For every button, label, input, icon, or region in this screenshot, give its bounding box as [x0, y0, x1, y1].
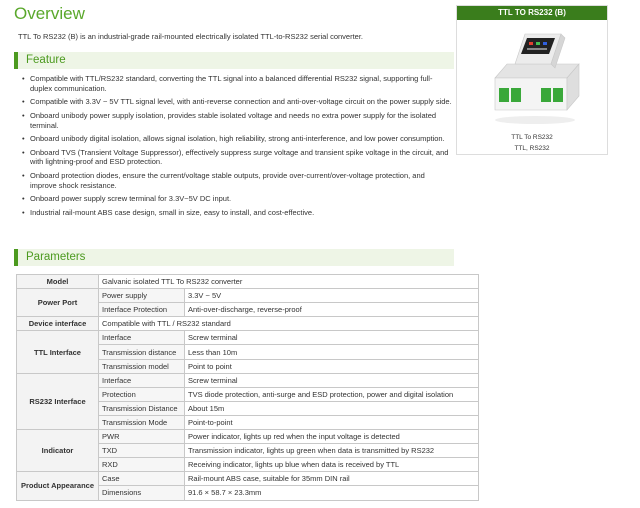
table-row	[17, 317, 479, 331]
param-cell: Power supply	[99, 289, 185, 303]
value-cell: Receiving indicator, lights up blue when data is received by TTL	[185, 458, 479, 472]
param-cell: Case	[99, 472, 185, 486]
value-cell: Rail-mount ABS case, suitable for 35mm DIN rail	[185, 472, 479, 486]
param-cell: TXD	[99, 444, 185, 458]
feature-item: • Onboard unibody power supply isolation, provides stable isolated voltage and needs no extra power supply for the isolated terminal.	[30, 111, 452, 131]
parameters-table	[16, 274, 479, 501]
feature-item: • Compatible with 3.3V ~ 5V TTL signal level, with anti-reverse connection and anti-over-voltage circuit on the power supply side.	[30, 97, 452, 107]
param-cell: Protection	[99, 387, 185, 401]
param-cell: Interface Protection	[99, 303, 185, 317]
value-cell: Less than 10m	[185, 345, 479, 359]
table-row	[17, 373, 479, 387]
group-cell: RS232 Interface	[17, 373, 99, 429]
group-cell: Device interface	[17, 317, 99, 331]
value-cell: About 15m	[185, 401, 479, 415]
intro-text: TTL To RS232 (B) is an industrial-grade rail-mounted electrically isolated TTL-to-RS232 serial converter.	[18, 32, 364, 41]
product-caption: TTL To RS232	[511, 134, 553, 141]
table-row	[17, 275, 479, 289]
product-card-header: TTL TO RS232 (B)	[457, 6, 607, 20]
value-cell: Point to point	[185, 359, 479, 373]
param-cell: Transmission model	[99, 359, 185, 373]
feature-section-header	[14, 52, 454, 69]
param-cell: PWR	[99, 430, 185, 444]
value-cell: Compatible with TTL / RS232 standard	[99, 317, 479, 331]
feature-item: • Onboard unibody digital isolation, allows signal isolation, high reliability, strong anti-interference, and low power consumption.	[30, 134, 452, 144]
product-image	[481, 24, 585, 128]
value-cell: Galvanic isolated TTL To RS232 converter	[99, 275, 479, 289]
param-cell: Interface	[99, 331, 185, 345]
value-cell: 3.3V ~ 5V	[185, 289, 479, 303]
value-cell: Transmission indicator, lights up green when data is transmitted by RS232	[185, 444, 479, 458]
feature-item: • Onboard TVS (Transient Voltage Suppressor), effectively suppress surge voltage and transient spike voltage in the circuit, and with lightning-proof and ESD protection.	[30, 148, 452, 168]
value-cell: Anti-over-discharge, reverse-proof	[185, 303, 479, 317]
param-cell: Dimensions	[99, 486, 185, 500]
feature-item: • Onboard protection diodes, ensure the current/voltage stable outputs, provide over-current/over-voltage protection, and improve shock resistance.	[30, 171, 452, 191]
table-row	[17, 331, 479, 345]
value-cell: TVS diode protection, anti-surge and ESD protection, power and digital isolation	[185, 387, 479, 401]
param-cell: Interface	[99, 373, 185, 387]
feature-item: • Onboard power supply screw terminal for 3.3V~5V DC input.	[30, 194, 452, 204]
product-card[interactable]	[456, 5, 608, 155]
value-cell: Power indicator, lights up red when the input voltage is detected	[185, 430, 479, 444]
group-cell: Indicator	[17, 430, 99, 472]
table-row	[17, 289, 479, 303]
parameters-section-header	[14, 249, 454, 266]
feature-item: • Compatible with TTL/RS232 standard, converting the TTL signal into a balanced differential RS232 signal, supporting full-duplex communication.	[30, 74, 452, 94]
param-cell: Transmission Mode	[99, 415, 185, 429]
value-cell: Point-to-point	[185, 415, 479, 429]
feature-list	[30, 74, 452, 221]
parameters-title: Parameters	[26, 251, 86, 263]
product-tags: TTL, RS232	[514, 145, 550, 152]
table-row	[17, 430, 479, 444]
group-cell: Power Port	[17, 289, 99, 317]
group-cell: Product Appearance	[17, 472, 99, 500]
param-cell: Transmission distance	[99, 345, 185, 359]
feature-item: • Industrial rail-mount ABS case design, small in size, easy to install, and cost-effective.	[30, 208, 452, 218]
overview-title: Overview	[14, 4, 85, 23]
value-cell: Screw terminal	[185, 373, 479, 387]
group-cell: Model	[17, 275, 99, 289]
value-cell: Screw terminal	[185, 331, 479, 345]
value-cell: 91.6 × 58.7 × 23.3mm	[185, 486, 479, 500]
param-cell: RXD	[99, 458, 185, 472]
param-cell: Transmission Distance	[99, 401, 185, 415]
group-cell: TTL Interface	[17, 331, 99, 373]
feature-title: Feature	[26, 54, 66, 66]
table-row	[17, 472, 479, 486]
